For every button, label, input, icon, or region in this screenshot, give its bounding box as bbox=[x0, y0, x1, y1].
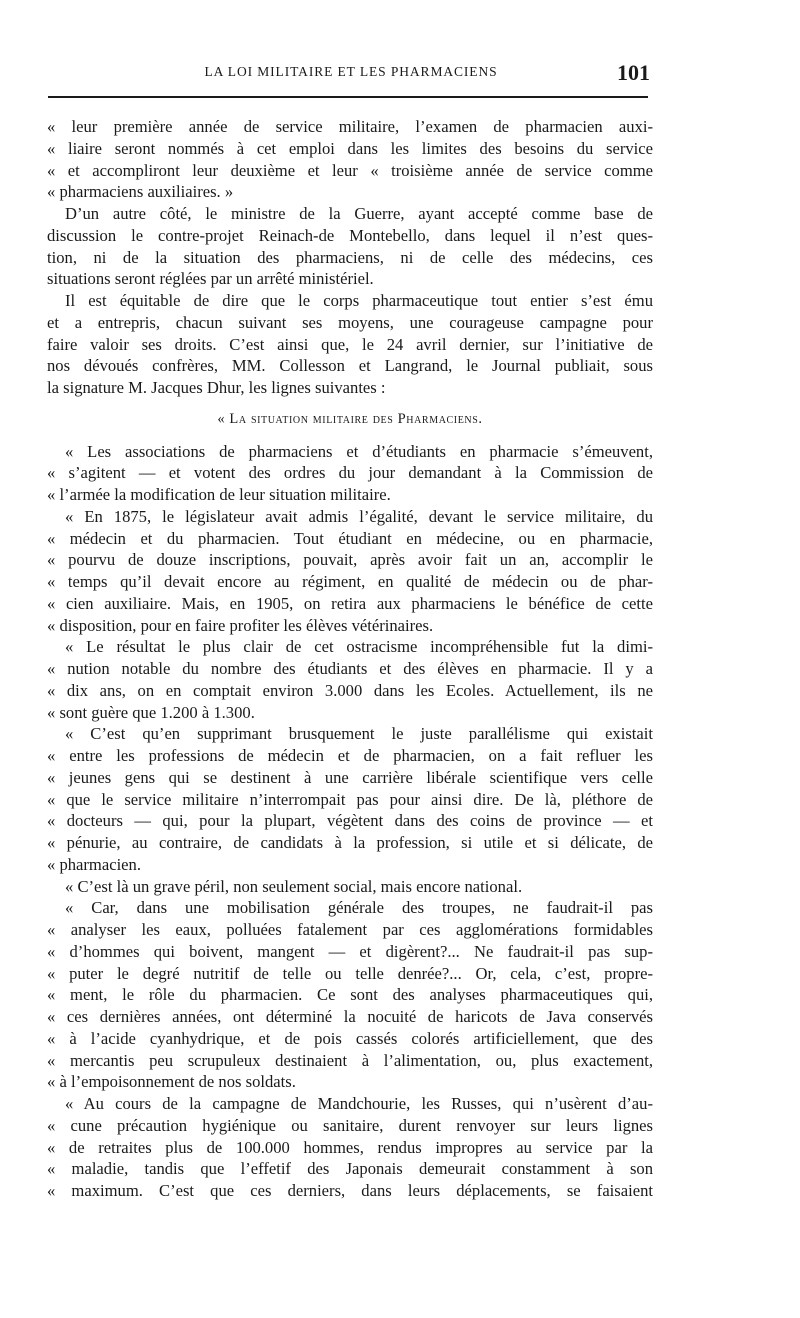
text-line: « Car, dans une mobilisation générale des troupes, ne faudrait-il pas bbox=[65, 898, 653, 918]
body-text bbox=[47, 116, 653, 1202]
text-line: Il est équitable de dire que le corps pharmaceutique tout entier s’est ému bbox=[65, 291, 653, 310]
text-line: « s’agitent — et votent des ordres du jour demandant à la Commission de bbox=[47, 463, 653, 483]
page-header bbox=[48, 62, 654, 88]
text-line: « cien auxiliaire. Mais, en 1905, on retira aux pharmaciens le bénéfice de cette bbox=[47, 593, 653, 613]
text-line: « que le service militaire n’interrompait pas pour ainsi dire. De là, pléthore de bbox=[47, 789, 653, 809]
text-line: « pharmaciens auxiliaires. » bbox=[47, 182, 234, 202]
text-line: « C’est qu’en supprimant brusquement le juste parallélisme qui existait bbox=[65, 724, 653, 744]
text-line: « entre les professions de médecin et de pharmacien, on a fait refluer les bbox=[47, 746, 653, 765]
text-line: « docteurs — qui, pour la plupart, végètent dans des coins de province — et bbox=[47, 811, 653, 831]
text-line: « dix ans, on en comptait environ 3.000 dans les Ecoles. Actuellement, ils ne bbox=[47, 680, 653, 700]
text-line: nos dévoués confrères, MM. Collesson et Langrand, le Journal publiait, sous bbox=[47, 356, 653, 376]
text-line: « disposition, pour en faire profiter les élèves vétérinaires. bbox=[47, 615, 434, 635]
text-line: D’un autre côté, le ministre de la Guerre, ayant accepté comme base de bbox=[65, 204, 653, 223]
text-line: « maximum. C’est que ces derniers, dans leurs déplacements, se faisaient bbox=[47, 1181, 653, 1200]
text-line: « d’hommes qui boivent, mangent — et digèrent?... Ne faudrait-il pas sup- bbox=[47, 941, 653, 961]
text-line: « Les associations de pharmaciens et d’étudiants en pharmacie s’émeuvent, bbox=[65, 441, 653, 461]
text-line: « temps qu’il devait encore au régiment, en qualité de médecin ou de phar- bbox=[47, 572, 653, 591]
text-line: situations seront réglées par un arrêté ministériel. bbox=[47, 269, 374, 289]
text-line: « à l’empoisonnement de nos soldats. bbox=[47, 1072, 296, 1092]
text-line: la signature M. Jacques Dhur, les lignes suivantes : bbox=[47, 378, 386, 397]
text-line: « jeunes gens qui se destinent à une carrière libérale scientifique vers celle bbox=[47, 767, 653, 787]
text-line: « ment, le rôle du pharmacien. Ce sont des analyses pharmaceutiques qui, bbox=[47, 985, 653, 1005]
text-line: « pharmacien. bbox=[47, 854, 141, 874]
text-line: « liaire seront nommés à cet emploi dans les limites des besoins du service bbox=[47, 138, 653, 158]
text-line: discussion le contre-projet Reinach-de Montebello, dans lequel il n’est ques- bbox=[47, 225, 653, 245]
text-line: « analyser les eaux, polluées fatalement par ces agglomérations formidables bbox=[47, 920, 653, 939]
text-line: « de retraites plus de 100.000 hommes, rendus impropres au service par la bbox=[47, 1137, 653, 1157]
header-rule bbox=[48, 96, 648, 98]
text-line: « Au cours de la campagne de Mandchourie, les Russes, qui n’usèrent d’au- bbox=[65, 1094, 653, 1113]
running-title: LA LOI MILITAIRE ET LES PHARMACIENS bbox=[204, 64, 498, 79]
text-line: « cune précaution hygiénique ou sanitaire, durent renvoyer sur leurs lignes bbox=[47, 1115, 653, 1135]
text-line: « ces dernières années, ont déterminé la nocuité de haricots de Java conservés bbox=[47, 1007, 653, 1026]
text-line: « maladie, tandis que l’effetif des Japonais demeurait constamment à son bbox=[47, 1159, 653, 1179]
text-line: « nution notable du nombre des étudiants et des élèves en pharmacie. Il y a bbox=[47, 659, 653, 678]
text-line: « leur première année de service militaire, l’examen de pharmacien auxi- bbox=[47, 117, 653, 136]
text-line: « l’armée la modification de leur situation militaire. bbox=[47, 485, 391, 504]
text-line: tion, ni de la situation des pharmaciens, ni de celle des médecins, ces bbox=[47, 247, 653, 267]
text-line: « puter le degré nutritif de telle ou telle denrée?... Or, cela, c’est, propre- bbox=[47, 963, 653, 983]
text-line: « médecin et du pharmacien. Tout étudiant en médecine, ou en pharmacie, bbox=[47, 528, 653, 548]
text-line: « Le résultat le plus clair de cet ostracisme incompréhensible fut la dimi- bbox=[65, 637, 653, 657]
text-line: « à l’acide cyanhydrique, et de pois cassés colorés artificiellement, que des bbox=[47, 1028, 653, 1048]
page-number: 101 bbox=[617, 60, 650, 85]
text-line: « C’est là un grave péril, non seulement social, mais encore national. bbox=[65, 876, 523, 896]
text-line: « pourvu de douze inscriptions, pouvait, après avoir fait un an, accomplir le bbox=[47, 550, 653, 570]
text-line: faire valoir ses droits. C’est ainsi que, le 24 avril dernier, sur l’initiative de bbox=[47, 334, 653, 354]
text-line: « En 1875, le législateur avait admis l’égalité, devant le service militaire, du bbox=[65, 506, 653, 526]
text-line: et a entrepris, chacun suivant ses moyens, une courageuse campagne pour bbox=[47, 312, 653, 332]
text-line: « et accompliront leur deuxième et leur « troisième année de service comme bbox=[47, 160, 653, 180]
text-line: « pénurie, au contraire, de candidats à la profession, si utile et si délicate, de bbox=[47, 833, 653, 852]
text-line: « sont guère que 1.200 à 1.300. bbox=[47, 702, 255, 722]
quoted-section-heading: « La situation militaire des Pharmaciens. bbox=[217, 410, 483, 427]
text-line: « mercantis peu scrupuleux destinaient à l’alimentation, ou, plus exactement, bbox=[47, 1050, 653, 1070]
